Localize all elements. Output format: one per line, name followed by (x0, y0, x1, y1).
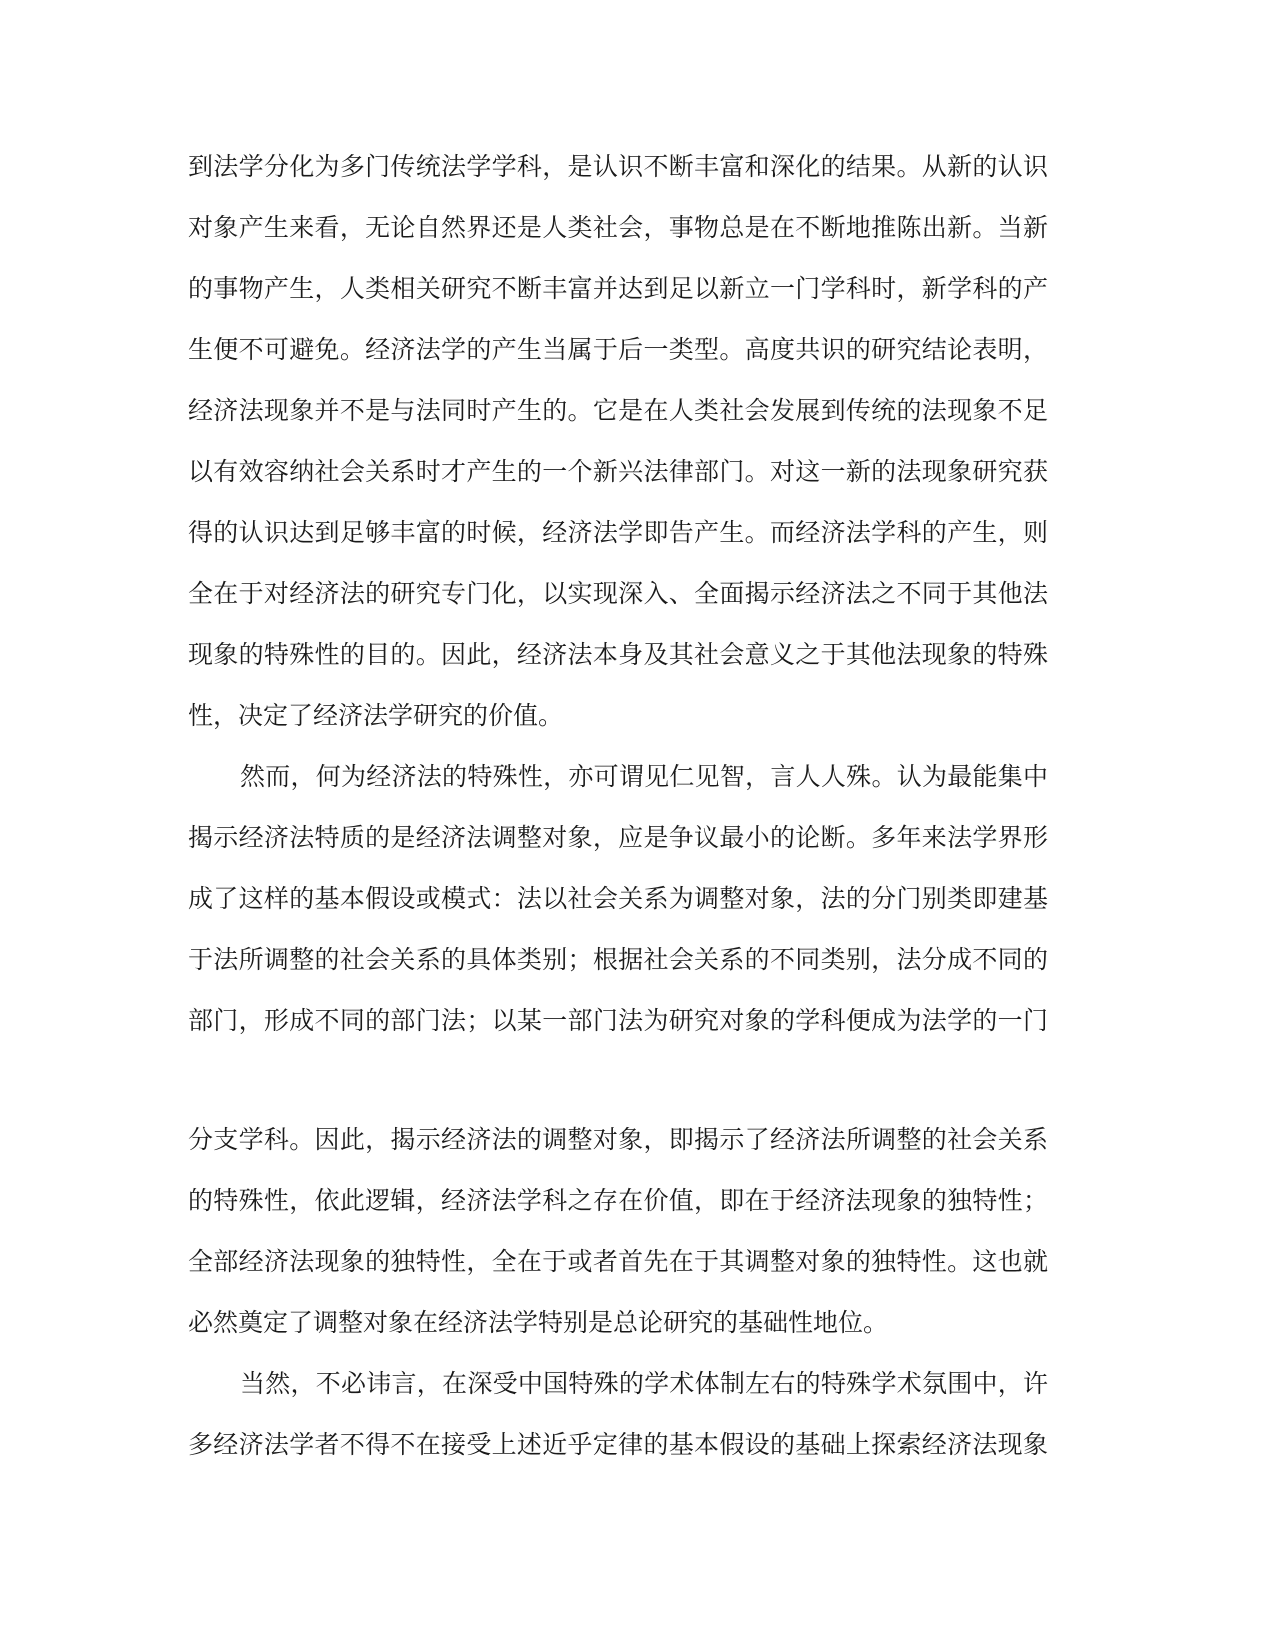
text-line: 现象的特殊性的目的。因此，经济法本身及其社会意义之于其他法现象的特殊 (188, 640, 1048, 669)
text-line: 于法所调整的社会关系的具体类别；根据社会关系的不同类别，法分成不同的 (188, 945, 1048, 974)
text-line: 部门，形成不同的部门法；以某一部门法为研究对象的学科便成为法学的一门 (188, 1006, 1048, 1035)
text-line: 多经济法学者不得不在接受上述近乎定律的基本假设的基础上探索经济法现象 (188, 1430, 1048, 1459)
text-line: 全部经济法现象的独特性，全在于或者首先在于其调整对象的独特性。这也就 (188, 1247, 1048, 1276)
text-line: 生便不可避免。经济法学的产生当属于后一类型。高度共识的研究结论表明， (188, 335, 1048, 364)
text-line: 成了这样的基本假设或模式：法以社会关系为调整对象，法的分门别类即建基 (188, 884, 1048, 913)
text-line: 必然奠定了调整对象在经济法学特别是总论研究的基础性地位。 (188, 1308, 889, 1337)
text-line: 到法学分化为多门传统法学学科，是认识不断丰富和深化的结果。从新的认识 (188, 152, 1048, 181)
text-line: 分支学科。因此，揭示经济法的调整对象，即揭示了经济法所调整的社会关系 (188, 1125, 1048, 1154)
paragraph-start-line: 然而，何为经济法的特殊性，亦可谓见仁见智，言人人殊。认为最能集中 (240, 762, 1048, 791)
text-block-lower (188, 1109, 1048, 1475)
text-line: 对象产生来看，无论自然界还是人类社会，事物总是在不断地推陈出新。当新 (188, 213, 1048, 242)
text-line: 全在于对经济法的研究专门化，以实现深入、全面揭示经济法之不同于其他法 (188, 579, 1048, 608)
text-line: 的事物产生，人类相关研究不断丰富并达到足以新立一门学科时，新学科的产 (188, 274, 1048, 303)
text-line: 以有效容纳社会关系时才产生的一个新兴法律部门。对这一新的法现象研究获 (188, 457, 1048, 486)
paragraph-start-line: 当然，不必讳言，在深受中国特殊的学术体制左右的特殊学术氛围中，许 (240, 1369, 1048, 1398)
text-line: 的特殊性，依此逻辑，经济法学科之存在价值，即在于经济法现象的独特性； (188, 1186, 1048, 1215)
text-line: 性，决定了经济法学研究的价值。 (188, 701, 564, 730)
text-block-upper (188, 136, 1048, 1051)
text-line: 经济法现象并不是与法同时产生的。它是在人类社会发展到传统的法现象不足 (188, 396, 1048, 425)
text-line: 得的认识达到足够丰富的时候，经济法学即告产生。而经济法学科的产生，则 (188, 518, 1048, 547)
text-line: 揭示经济法特质的是经济法调整对象，应是争议最小的论断。多年来法学界形 (188, 823, 1048, 852)
